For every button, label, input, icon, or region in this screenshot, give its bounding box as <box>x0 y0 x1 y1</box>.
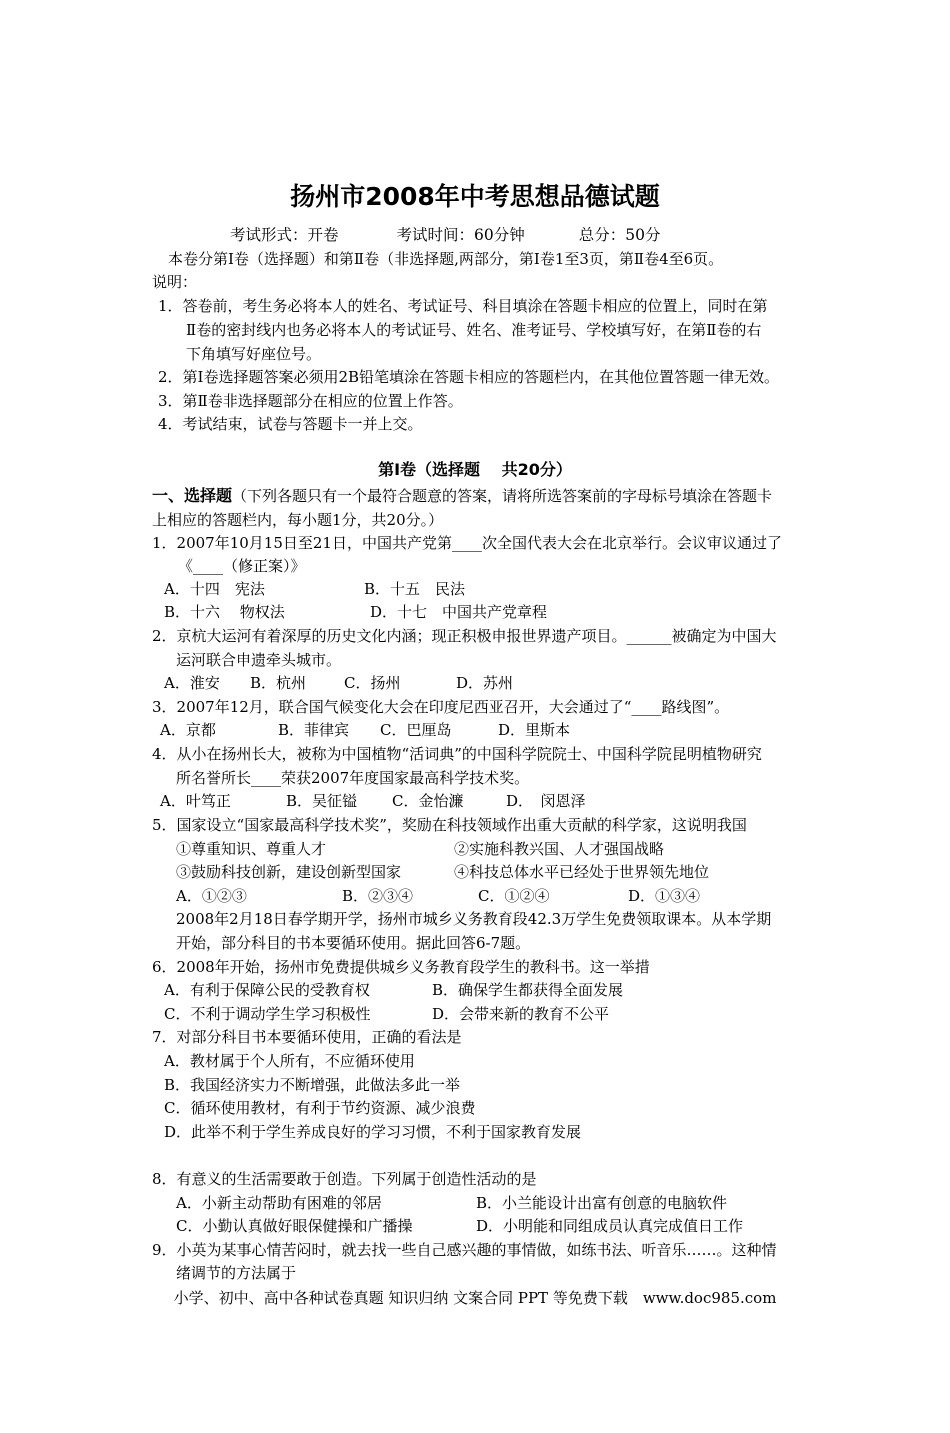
question-2: 2．京杭大运河有着深厚的历史文化内涵；现正积极申报世界遗产项目。______被确定为中国大 <box>152 627 777 645</box>
section-title: 第Ⅰ卷（选择题 共20分） <box>378 460 572 479</box>
option-d: D．小明能和同组成员认真完成值日工作 <box>476 1217 744 1235</box>
option-b: B．杭州 <box>250 674 307 692</box>
option-a: A．十四 宪法 <box>164 580 265 598</box>
part1-instructions <box>152 486 772 506</box>
q5-statements-row2 <box>176 862 709 882</box>
option-c: C．①②④ <box>478 887 550 905</box>
option-d: D．此举不利于学生养成良好的学习习惯，不利于国家教育发展 <box>164 1123 582 1141</box>
option-c: C．循环使用教材，有利于节约资源、减少浪费 <box>164 1099 476 1117</box>
option-b: B．确保学生都获得全面发展 <box>432 981 624 999</box>
q1-options-row2 <box>164 602 547 622</box>
option-b: B．我国经济实力不断增强，此做法多此一举 <box>164 1076 461 1094</box>
question-7: 7．对部分科目书本要循环使用，正确的看法是 <box>152 1028 462 1046</box>
note-line: 4．考试结束，试卷与答题卡一并上交。 <box>158 415 423 433</box>
option-c: C．金怡濂 <box>392 792 464 810</box>
option-a: A．京都 <box>160 721 216 739</box>
exam-time: 考试时间：60分钟 <box>396 226 525 244</box>
statement-2: ②实施科教兴国、人才强国战略 <box>454 840 665 858</box>
note-line: 1．答卷前，考生务必将本人的姓名、考试证号、科目填涂在答题卡相应的位置上，同时在第 <box>158 297 768 315</box>
q8-options-row2 <box>176 1216 743 1236</box>
option-a: A．①②③ <box>176 887 247 905</box>
option-b: B．十五 民法 <box>364 580 466 598</box>
option-a: A．教材属于个人所有，不应循环使用 <box>164 1052 415 1070</box>
question-2-cont: 运河联合申遗牵头城市。 <box>176 651 342 669</box>
option-c: C．巴厘岛 <box>380 721 452 739</box>
option-d: D． 闵恩泽 <box>506 792 586 810</box>
option-d: D．苏州 <box>456 674 514 692</box>
exam-form: 考试形式：开卷 <box>230 226 339 244</box>
question-5: 5．国家设立“国家最高科学技术奖”，奖励在科技领域作出重大贡献的科学家，这说明我国 <box>152 816 747 834</box>
question-3: 3．2007年12月，联合国气候变化大会在印度尼西亚召开，大会通过了“____路线图”。 <box>152 698 730 716</box>
option-b: B．吴征镒 <box>286 792 358 810</box>
reading-material: 2008年2月18日春学期开学，扬州市城乡义务教育段42.3万学生免费领取课本。从本学期 <box>176 910 772 928</box>
q5-statements-row1 <box>176 839 664 859</box>
part1-desc: （下列各题只有一个最符合题意的答案，请将所选答案前的字母标号填涂在答题卡 <box>232 487 773 505</box>
option-a: A．叶笃正 <box>160 792 231 810</box>
option-a: A．有利于保障公民的受教育权 <box>164 981 370 999</box>
option-c: C．不利于调动学生学习积极性 <box>164 1005 371 1023</box>
option-c: C．扬州 <box>344 674 401 692</box>
question-1: 1．2007年10月15日至21日，中国共产党第____次全国代表大会在北京举行。会议审议通过了 <box>152 534 782 552</box>
option-b: B．菲律宾 <box>278 721 350 739</box>
notes-label: 说明： <box>152 273 198 291</box>
exam-meta <box>230 225 660 245</box>
q8-options-row1 <box>176 1193 727 1213</box>
option-d: D．十七 中国共产党章程 <box>370 603 548 621</box>
note-line: 2．第Ⅰ卷选择题答案必须用2B铅笔填涂在答题卡相应的答题栏内，在其他位置答题一律无效。 <box>158 368 780 386</box>
question-9: 9．小英为某事心情苦闷时，就去找一些自己感兴趣的事情做，如练书法、听音乐……。这种情 <box>152 1241 777 1259</box>
page-title: 扬州市2008年中考思想品德试题 <box>290 182 660 211</box>
note-line: 3．第Ⅱ卷非选择题部分在相应的位置上作答。 <box>158 392 463 410</box>
q6-options-row1 <box>164 980 623 1000</box>
option-c: B．十六 物权法 <box>164 603 285 621</box>
option-d: D．里斯本 <box>498 721 571 739</box>
question-6: 6．2008年开始，扬州市免费提供城乡义务教育段学生的教科书。这一举措 <box>152 958 650 976</box>
option-a: A．小新主动帮助有困难的邻居 <box>176 1194 382 1212</box>
option-d: D．①③④ <box>628 887 701 905</box>
option-c: C．小勤认真做好眼保健操和广播操 <box>176 1217 413 1235</box>
option-b: B．②③④ <box>342 887 414 905</box>
q2-options <box>164 673 513 693</box>
option-b: B．小兰能设计出富有创意的电脑软件 <box>476 1194 728 1212</box>
part1-desc-cont: 上相应的答题栏内，每小题1分，共20分。） <box>152 511 444 529</box>
intro-text: 本卷分第Ⅰ卷（选择题）和第Ⅱ卷（非选择题,两部分，第Ⅰ卷1至3页，第Ⅱ卷4至6页。 <box>168 250 724 268</box>
q6-options-row2 <box>164 1004 609 1024</box>
statement-3: ③鼓励科技创新，建设创新型国家 <box>176 863 402 881</box>
page-footer: 小学、初中、高中各种试卷真题 知识归纳 文案合同 PPT 等免费下载 www.doc985.com <box>173 1289 777 1307</box>
option-a: A．淮安 <box>164 674 220 692</box>
statement-4: ④科技总体水平已经处于世界领先地位 <box>454 863 710 881</box>
question-8: 8．有意义的生活需要敢于创造。下列属于创造性活动的是 <box>152 1170 537 1188</box>
question-9-cont: 绪调节的方法属于 <box>176 1264 297 1282</box>
q5-options <box>176 886 700 906</box>
note-line: Ⅱ卷的密封线内也务必将本人的考试证号、姓名、准考证号、学校填写好，在第Ⅱ卷的右 <box>186 321 762 339</box>
q4-options <box>160 791 586 811</box>
note-line: 下角填写好座位号。 <box>186 345 322 363</box>
exam-score: 总分：50分 <box>578 226 661 244</box>
q3-options <box>160 720 570 740</box>
q1-options-row1 <box>164 579 465 599</box>
question-4-cont: 所名誉所长____荣获2007年度国家最高科学技术奖。 <box>176 769 530 787</box>
question-4: 4．从小在扬州长大，被称为中国植物“活词典”的中国科学院院士、中国科学院昆明植物研究 <box>152 745 762 763</box>
statement-1: ①尊重知识、尊重人才 <box>176 840 327 858</box>
part1-head: 一、选择题 <box>152 486 233 505</box>
option-d: D．会带来新的教育不公平 <box>432 1005 610 1023</box>
question-1-cont: 《____（修正案）》 <box>178 557 306 575</box>
reading-material-cont: 开始，部分科目的书本要循环使用。据此回答6-7题。 <box>176 934 531 952</box>
